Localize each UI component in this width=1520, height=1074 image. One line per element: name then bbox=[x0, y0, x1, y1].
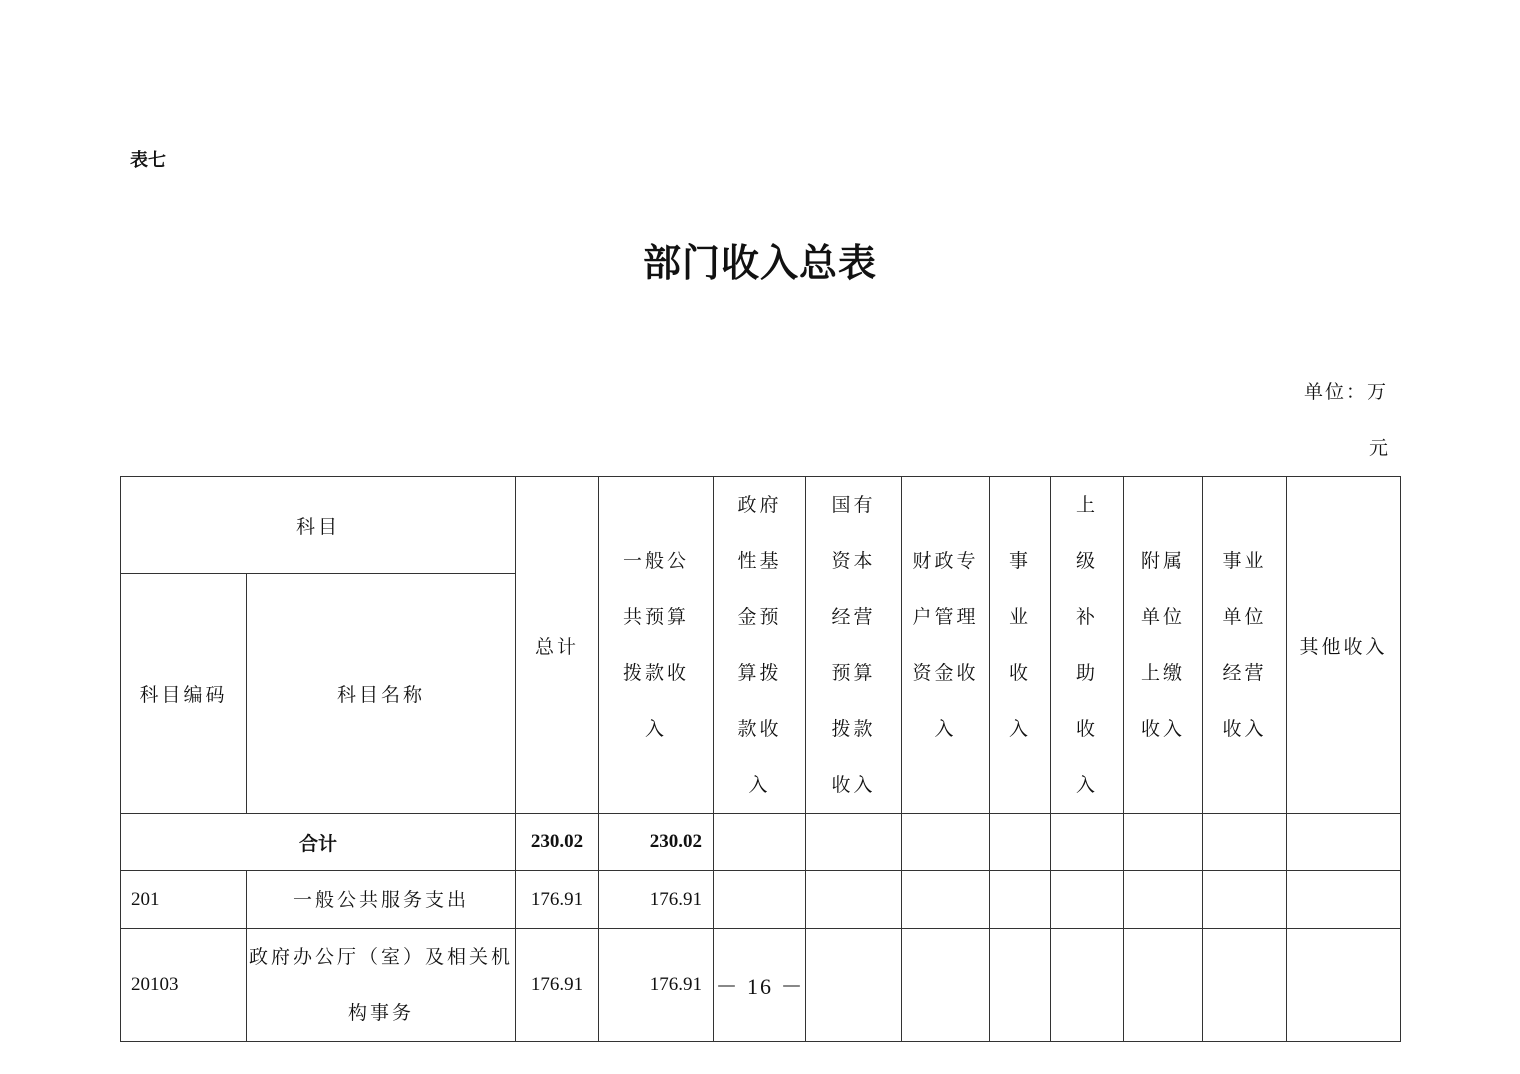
header-operating: 事业单位经营收入 bbox=[1203, 477, 1287, 814]
header-superior-subsidy: 上级补助收入 bbox=[1051, 477, 1124, 814]
unit-label-cont: 元 bbox=[1369, 437, 1389, 459]
table-number-label: 表七 bbox=[130, 150, 166, 171]
income-summary-table bbox=[120, 476, 1401, 1042]
page-number: － 16 － bbox=[715, 974, 805, 999]
row-general-budget: 176.91 bbox=[599, 929, 714, 1042]
header-gov-fund: 政府性基金预算拨款收入 bbox=[714, 477, 806, 814]
header-state-capital: 国有资本经营预算拨款收入 bbox=[806, 477, 902, 814]
row-name: 一般公共服务支出 bbox=[247, 871, 516, 929]
header-general-budget: 一般公共预算拨款收入 bbox=[599, 477, 714, 814]
unit-label: 单位：万 bbox=[1304, 381, 1389, 403]
row-total: 176.91 bbox=[516, 929, 599, 1042]
header-fiscal-special: 财政专户管理资金收入 bbox=[902, 477, 990, 814]
row-code: 201 bbox=[121, 871, 247, 929]
row-total: 176.91 bbox=[516, 871, 599, 929]
total-label: 合计 bbox=[121, 814, 516, 871]
header-other: 其他收入 bbox=[1287, 477, 1401, 814]
page-title: 部门收入总表 bbox=[642, 241, 877, 285]
header-subject: 科目 bbox=[121, 477, 516, 574]
total-row bbox=[121, 814, 1401, 871]
row-code: 20103 bbox=[121, 929, 247, 1042]
header-name: 科目名称 bbox=[247, 574, 516, 814]
total-general-budget: 230.02 bbox=[599, 814, 714, 871]
table-row bbox=[121, 871, 1401, 929]
row-general-budget: 176.91 bbox=[599, 871, 714, 929]
header-affiliated: 附属单位上缴收入 bbox=[1124, 477, 1203, 814]
total-value: 230.02 bbox=[516, 814, 599, 871]
header-business: 事业收入 bbox=[990, 477, 1051, 814]
row-name: 政府办公厅（室）及相关机构事务 bbox=[247, 929, 516, 1042]
header-total: 总计 bbox=[516, 477, 599, 814]
header-code: 科目编码 bbox=[121, 574, 247, 814]
